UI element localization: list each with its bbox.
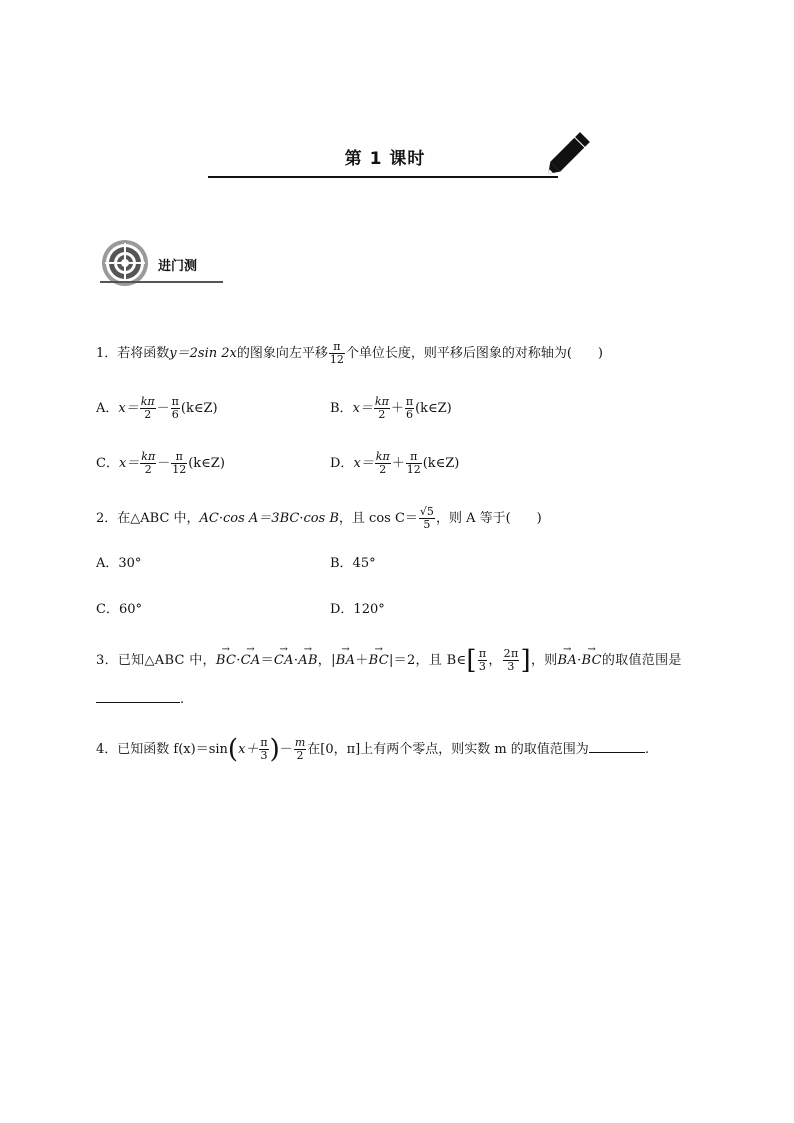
q3-eq: ＝: [260, 653, 274, 668]
page-title: 第 1 课时: [344, 149, 426, 169]
section-label: 进门测: [158, 259, 198, 274]
q3-suffix: 的取值范围是: [601, 653, 682, 668]
opt-x: x＝: [118, 401, 139, 416]
question-1: [96, 341, 603, 366]
q1-function: y＝2sin 2x: [169, 346, 237, 361]
q1-option-a[interactable]: [96, 396, 218, 421]
title-underline: [208, 176, 558, 178]
q2-option-b[interactable]: B．45°: [330, 556, 376, 571]
q1-option-d[interactable]: [330, 451, 459, 476]
opt-tail: (k∈Z): [422, 456, 460, 471]
opt-pi-num: π: [406, 451, 422, 464]
opt-k-fraction: [374, 396, 390, 421]
q3-abs-open: ，|: [317, 653, 336, 668]
opt-pi-den: 6: [171, 408, 179, 421]
q3-end: .: [180, 692, 185, 707]
q3-bracket-open: [: [466, 645, 477, 676]
option-label: D．: [330, 456, 354, 471]
q1-text: 的图象向左平移: [236, 346, 328, 361]
opt-pi-num: π: [171, 395, 179, 408]
q2-option-d[interactable]: D．120°: [330, 602, 385, 617]
opt-k-den: 2: [379, 463, 387, 476]
q3-int-n1: π: [478, 647, 487, 660]
opt-k-fraction: [375, 451, 391, 476]
q4-pi-num: π: [260, 736, 268, 749]
q2-prefix: 2．在△ABC 中，: [96, 511, 200, 526]
opt-tail: (k∈Z): [415, 401, 452, 416]
opt-k-den: 2: [378, 408, 386, 421]
question-4: [96, 734, 649, 765]
q1-suffix: 个单位长度，则平移后图象的对称轴为( ): [345, 346, 604, 361]
q2-cos-fraction: [419, 506, 435, 531]
q1-option-c[interactable]: [96, 451, 225, 476]
q3-int-d1: 3: [478, 660, 487, 673]
opt-k-num: kπ: [140, 395, 155, 408]
q3-vector-ba-2: → BA: [558, 651, 578, 671]
q4-pi-fraction: [259, 737, 268, 762]
opt-pi-den: 12: [172, 463, 187, 476]
q3-vector-ca-2: → CA: [274, 651, 294, 671]
opt-pi-num: π: [405, 395, 414, 408]
opt-pi-fraction: [171, 451, 187, 476]
q3-answer-line: [96, 688, 184, 710]
q4-m-den: 2: [296, 749, 304, 762]
q3-then: ，则: [530, 653, 558, 668]
opt-pi-fraction: [405, 396, 414, 421]
pencil-icon: [540, 126, 596, 182]
opt-x: x＝: [353, 456, 374, 471]
q3-int-frac-1: [478, 648, 488, 673]
q3-answer-blank[interactable]: [96, 688, 180, 703]
q1-option-b[interactable]: [330, 396, 452, 421]
q3-int-d2: 3: [507, 660, 515, 673]
q2-text: ，且 cos C＝: [338, 511, 418, 526]
q3-vector-bc-2: → BC: [369, 651, 389, 671]
q2-cos-num: √5: [419, 505, 434, 518]
opt-pi-num: π: [171, 451, 187, 464]
q4-inner: x＋: [238, 742, 259, 757]
q4-suffix: 在[0，π]上有两个零点，则实数 m 的取值范围为: [307, 742, 589, 757]
q3-vector-bc-3: → BC: [582, 651, 602, 671]
q3-bracket-close: ]: [520, 645, 531, 676]
q2-suffix: ，则 A 等于( ): [435, 511, 542, 526]
q4-m-num: m: [294, 736, 306, 749]
section-underline: [100, 281, 223, 283]
opt-pi-fraction: [406, 451, 422, 476]
q2-cos-den: 5: [423, 518, 431, 531]
opt-k-den: 2: [144, 463, 152, 476]
q2-option-a[interactable]: A．30°: [96, 556, 142, 571]
q1-shift-den: 12: [329, 353, 344, 366]
q4-prefix: 4．已知函数 f(x)＝sin: [96, 742, 228, 757]
opt-x: x＝: [352, 401, 373, 416]
opt-tail: (k∈Z): [188, 456, 225, 471]
q3-int-n2: 2π: [503, 647, 519, 660]
q1-shift-fraction: [329, 341, 345, 366]
q3-vector-ab: → AB: [298, 651, 318, 671]
q3-vector-ca: → CA: [241, 651, 261, 671]
opt-sign: －: [156, 401, 170, 416]
q2-option-c[interactable]: C．60°: [96, 602, 142, 617]
q1-shift-num: π: [329, 341, 345, 354]
opt-pi-den: 12: [406, 463, 421, 476]
opt-pi-den: 6: [405, 408, 413, 421]
opt-sign: ＋: [391, 456, 405, 471]
q4-end: .: [644, 742, 649, 757]
opt-k-fraction: [140, 451, 156, 476]
q3-prefix: 3．已知△ABC 中，: [96, 653, 216, 668]
opt-pi-fraction: [171, 396, 180, 421]
q4-paren-close: ): [269, 734, 280, 765]
q3-int-frac-2: [503, 648, 520, 673]
opt-tail: (k∈Z): [180, 401, 218, 416]
opt-k-fraction: [140, 396, 156, 421]
q4-paren-open: (: [227, 734, 239, 765]
q4-minus: －: [279, 742, 293, 757]
option-label: C．: [96, 456, 119, 471]
opt-k-den: 2: [144, 408, 152, 421]
q3-abs-close: |＝2，且 B∈: [388, 653, 467, 668]
question-2: [96, 506, 542, 531]
opt-k-num: kπ: [141, 450, 156, 463]
q1-prefix: 1．若将函数: [96, 346, 170, 361]
option-label: A．: [96, 401, 119, 416]
opt-sign: －: [157, 456, 171, 471]
opt-k-num: kπ: [375, 450, 390, 463]
question-3: 3．已知△ABC 中，→ BC·→ CA＝→ CA·→ AB，|→ BA＋→ BC|＝2，且 B∈[ $\frac{\pi}{3}$ ， $\frac{2\pi}{3}$ ]，则→ BA·→ BC的取值范围是: [96, 648, 682, 673]
opt-k-num: kπ: [374, 395, 389, 408]
q4-answer-blank[interactable]: [589, 738, 645, 753]
q4-pi-den: 3: [260, 749, 268, 762]
q3-vector-bc: → BC: [216, 651, 236, 671]
option-label: B．: [330, 401, 353, 416]
q4-m-fraction: [294, 737, 306, 762]
q3-vector-ba: → BA: [336, 651, 356, 671]
q2-condition: AC·cos A＝3BC·cos B: [199, 511, 339, 526]
opt-x: x＝: [118, 456, 140, 471]
q3-plus: ＋: [355, 653, 369, 668]
opt-sign: ＋: [390, 401, 404, 416]
